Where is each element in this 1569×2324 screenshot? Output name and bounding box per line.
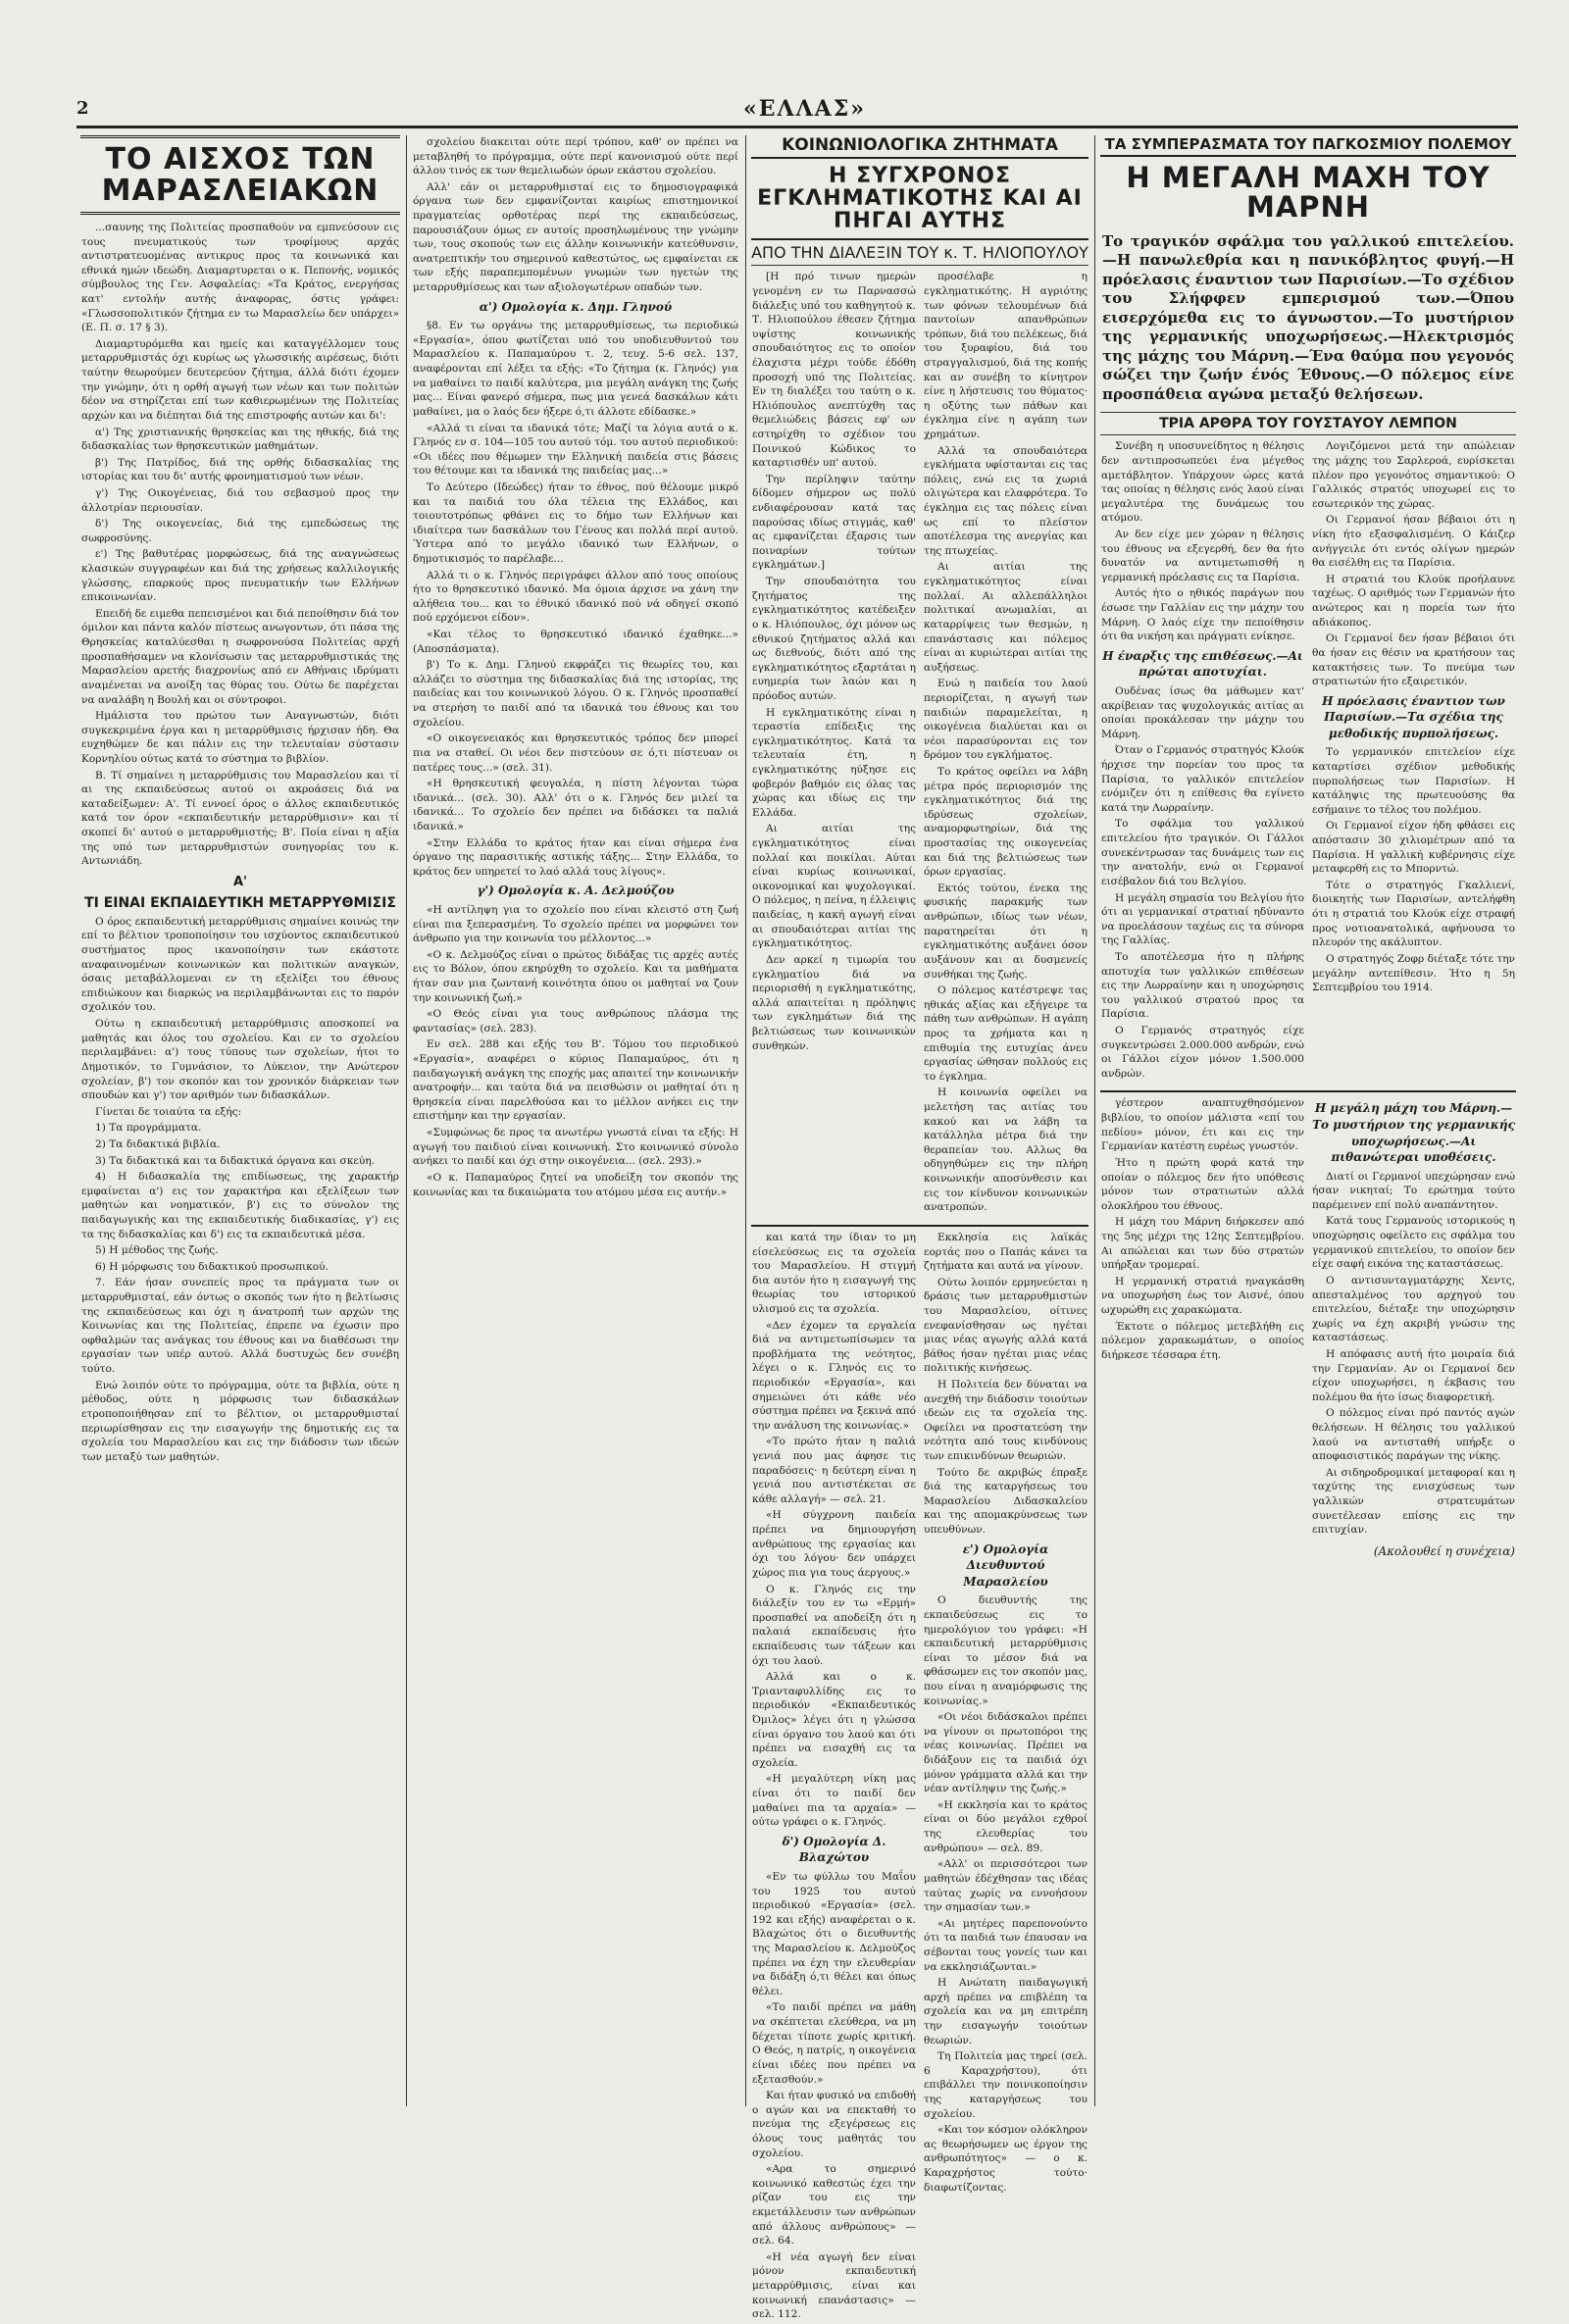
paragraph: «Η μεγαλύτερη νίκη μας είναι ότι το παιδί δεν μαθαίνει πια τα αρχαία» — ούτω γράφει ο κ. Γληνός. (752, 1773, 916, 1829)
paragraph: γέστερον αναπτυχθησόμενον βιβλίου, το οποίον μάλιστα «επί του πεδίου» μόνον, έτι και εις την Γερμανίαν κατέστη ευρέως γνωστόν. (1101, 1097, 1304, 1153)
section-label: ΤΑ ΣΥΜΠΕΡΑΣΜΑΤΑ ΤΟΥ ΠΑΓΚΟΣΜΙΟΥ ΠΟΛΕΜΟΥ (1100, 135, 1516, 157)
headline: ΤΟ ΑΙΣΧΟΣ ΤΩΝ ΜΑΡΑΣΛΕΙΑΚΩΝ (80, 135, 400, 215)
paragraph: Ούτω λοιπόν ερμηνεύεται η δράσις των μεταρρυθμιστών του Μαρασλείου, οίτινες ενεφανίσθησαν ως ηγέται μιας νέας αγωγής αλλά κατά βάθος ήσαν ηγέται μιας νέας πολιτικής κινήσεως. (924, 1276, 1088, 1375)
headline: Η ΣΥΓΧΡΟΝΟΣ ΕΓΚΛΗΜΑΤΙΚΟΤΗΣ ΚΑΙ ΑΙ ΠΗΓΑΙ ΑΥΤΗΣ (751, 159, 1088, 240)
paragraph: Η μάχη του Μάρνη διήρκεσεν από της 5ης μέχρι της 12ης Σεπτεμβρίου. Αι απώλειαι και των δύο στρατών υπήρξαν τρομεραί. (1101, 1216, 1304, 1272)
paragraph: Ο πόλεμος κατέστρεψε τας ηθικάς αξίας και εξήγειρε τα πάθη των ανθρώπων. Η αγάπη προς τα χρήματα και η επιθυμία της ευτυχίας άνευ εργασίας ώθησαν πολλούς εις το έγκλημα. (924, 985, 1088, 1083)
paragraph: δ') Της οικογενείας, διά της εμπεδώσεως της σωφροσύνης. (81, 518, 399, 544)
paragraph: §8. Εν τω οργάνω της μεταρρυθμίσεως, τω περιοδικώ «Εργασία», όπου φωτίζεται υπό του υποδιευθυντού του Μαρασλείου κ. Παπαμαύρου τ. 2, τευχ. 5-6 σελ. 137, αναφέρονται επί λέξει τα εξής: «Το ζήτημα (κ. Γληνός) για να μαθαίνει το παιδί καλύτερα, μια μεγάλη ανάγκη της ζωής μας... Είναι φανερό σήμερα, πως μια γενεά δασκάλων κάτι μαθαίνει, μα ο λαός δεν ήξερε ό,τι άλλοτε εδίδασκε.» (413, 320, 738, 418)
paragraph: Το αποτέλεσμα ήτο η πλήρης αποτυχία των γαλλικών επιθέσεων εις την Λωρραίνην και η υποχώρησις του γαλλικού στρατού προς τα Παρίσια. (1101, 950, 1304, 1021)
masthead (76, 98, 1518, 128)
paragraph: Έκτοτε ο πόλεμος μετεβλήθη εις πόλεμον χαρακωμάτων, ο οποίος διήρκεσε τέσσαρα έτη. (1101, 1320, 1304, 1361)
paragraph: Οι Γερμανοί είχον ήδη φθάσει εις απόστασιν 30 χιλιομέτρων από τα Παρίσια. Η γαλλική κυβέρνησις είχε μεταφερθή εις το Μπορντώ. (1312, 820, 1515, 876)
paragraph: Αυτός ήτο ο ηθικός παράγων που έσωσε την Γαλλίαν εις την μάχην του Μάρνη. Ο λαός είχε την πεποίθησιν ότι θα νικήση και πράγματι ενίκησε. (1101, 587, 1304, 643)
section-divider (751, 1225, 1088, 1227)
list-item: 4) Η διδασκαλία της επιδίωσεως, της χαρακτήρ εμφαίνεται α') εις τον χαρακτήρα και εξελίξεων των μαθητών και νοηματικόν, β') εις το σύνολον της παιδαγωγικής και της εκπαιδευτικής διαδικασίας, γ') εις τα της διδασκαλίας και δ') εις τα εκπαιδευτικά μέσα. (81, 1171, 399, 1240)
paragraph: «Στην Ελλάδα το κράτος ήταν και είναι σήμερα ένα όργανο της παρασιτικής αστικής τάξης... Στην Ελλάδα, το κράτος δεν υπηρετεί το λαό αλλά τους λίγους». (413, 836, 738, 878)
paragraph: «Αλλ' οι περισσότεροι των μαθητών έδέχθησαν τας ιδέας ταύτας χωρίς να εννοήσουν την σημασίαν των.» (924, 1858, 1088, 1914)
paragraph: Αλλά τα σπουδαιότερα εγκλήματα υφίστανται εις τας πόλεις, ενώ εις τα χωριά ολιγώτερα και ελαφρότερα. Το έγκλημα εις τας πόλεις είναι ως επί το πλείστον αποτέλεσμα της ανεργίας και της πτωχείας. (924, 444, 1088, 557)
headline: Η ΜΕΓΑΛΗ ΜΑΧΗ ΤΟΥ ΜΑΡΝΗ (1126, 161, 1491, 225)
paragraph: Η απόφασις αυτή ήτο μοιραία διά την Γερμανίαν. Αν οι Γερμανοί δεν είχον υποχωρήσει, η έκβασις του πολέμου θα ήτο ίσως διαφορετική. (1312, 1347, 1515, 1403)
two-column-body (751, 270, 1088, 1217)
paragraph: Αι αιτίαι της εγκληματικότητος είναι πολλαί και ποικίλαι. Αύται είναι κυρίως κοινωνικαί, οικονομικαί και ψυχολογικαί. Ο πόλεμος, η πείνα, η έλλειψις παιδείας, η κακή αγωγή είναι αι σπουδαιότεραι αιτίαι της εγκληματικότητος. (752, 823, 916, 950)
paragraph: «Η σύγχρονη παιδεία πρέπει να δημιουργήση ανθρώπους της εργασίας και όχι του λόγου· δεν υπάρχει χώρος πια για τους άεργους.» (752, 1509, 916, 1579)
paragraph: Ημάλιστα του πρώτου των Αναγνωστών, διότι συγκεκριμένα έργα και η μεταρρύθμισις ήρχισαν ήδη. Θα ευχηθώμεν δε και πάλιν εις την τελευταίαν σύστασιν Κορνηλίου ούτως κατά το σύστημα το βιβλίον. (81, 710, 399, 765)
paragraph: «Αλλά τι είναι τα ιδανικά τότε; Μαζί τα λόγια αυτά ο κ. Γληνός εν σ. 104—105 του αυτού τόμ. του αυτού περιοδικού: «Οι ιδέες που θέμωμεν την Ελληνική παιδεία στις βάσεις του θέτουμε και τα ιδανικά της παιδείας μας...» (413, 422, 738, 478)
paragraph: «Οι νέοι διδάσκαλοι πρέπει να γίνουν οι πρωτοπόροι της νέας κοινωνίας. Πρέπει να διδάξουν εις τα παιδιά όχι μόνον γράμματα αλλά και την νέαν αντίληψιν της ζωής.» (924, 1711, 1088, 1795)
article-body-right (923, 270, 1088, 1217)
paragraph: «Ο κ. Δελμούζος είναι ο πρώτος διδάξας τις αρχές αυτές εις το Βόλον, όπου εκηρύχθη το σχολείο. Και τα μαθήματα ήταν σαν μια ζωντανή κοινότητα όπου οι μαθηταί να ζουν την κοινωνική ζωή.» (413, 948, 738, 1004)
paragraph: Αλλά και ο κ. Τριανταφυλλίδης εις το περιοδικόν «Εκπαιδευτικός Όμιλος» λέγει ότι η γλώσσα είναι όργανο του λαού και ότι πρέπει να εισαχθή εις τα σχολεία. (752, 1671, 916, 1769)
paragraph: Το σφάλμα του γαλλικού επιτελείου ήτο τραγικόν. Οι Γάλλοι συνεκέντρωσαν τας δυνάμεις των εις την ανατολήν, ενώ οι Γερμανοί εισέβαλον διά του Βελγίου. (1101, 818, 1304, 887)
paragraph: Ουδένας ίσως θα μάθωμεν κατ' ακρίβειαν τας ψυχολογικάς αιτίας αι οποίαι προκάλεσαν την μάχην του Μάρνη. (1101, 685, 1304, 740)
article-body-left (751, 270, 917, 1217)
newspaper-name: «ΕΛΛΑΣ» (743, 96, 867, 122)
paragraph: Ο πόλεμος είναι πρό παντός αγών θελήσεων. Η θέλησις του γαλλικού λαού να αντισταθή υπήρξε ο αποφασιστικός παράγων της νίκης. (1312, 1407, 1515, 1463)
sub-heading: Η μεγάλη μάχη του Μάρνη.—Το μυστήριον της γερμανικής υποχωρήσεως.—Αι πιθανώτεραι υποθέσεις. (1312, 1101, 1515, 1165)
section-divider (1100, 1090, 1516, 1092)
paragraph: Η μεγάλη σημασία του Βελγίου ήτο ότι αι γερμανικαί στρατιαί ηδύναντο να προελάσουν ταχέως εις τα σύνορα της Γαλλίας. (1101, 891, 1304, 947)
paragraph: «Συμφώνως δε προς τα ανωτέρω γνωστά είναι τα εξής: Η αγωγή του παιδιού είναι κοινωνική. Στο κοινωνικό σύνολο ανήκει το παιδί και όχι στην οικογένεια... (σελ. 293).» (413, 1127, 738, 1168)
paragraph: Συνέβη η υποσυνείδητος η θέλησις δεν αντιπροσωπεύει ένα μέγεθος αμετάβλητον. Υπάρχουν ώρες κατά τας οποίας η θέλησις ενός λαού είναι μεγαλυτέρα της δυνάμεως του ατόμου. (1101, 440, 1304, 525)
article-marasleio-continued (412, 135, 739, 2097)
paragraph: Αλλά τι ο κ. Γληνός περιγράφει άλλον από τους οποίους ήτο το θρησκευτικό ιδανικό. Μα όμοια άρχισε να χάνη την αλήθεια του... και το έθνικό ιδανικό πού νά οδηγεί σκοπό πού ερχόμενοι είδον». (413, 569, 738, 625)
paragraph: Ήτο η πρώτη φορά κατά την οποίαν ο πόλεμος δεν ήτο υπόθεσις μόνον των στρατιωτών αλλά ολοκλήρου του έθνους. (1101, 1156, 1304, 1212)
column-rule (745, 135, 746, 2106)
paragraph: β') Το κ. Δημ. Γληνού εκφράζει τις θεωρίες του, και αλλάζει το σύστημα της διδασκαλίας διά της ιστορίας, της παιδείας και του κοινωνικού λόγου. Ο κ. Γληνός προσπαθεί να στερήση το παιδί από τα ιδανικά του έθνους και του σχολείου. (413, 659, 738, 729)
section-mark: Α' (232, 874, 248, 889)
paragraph: Αν δεν είχε μεν χώραν η θέλησις του έθνους να εξεγερθή, δεν θα ήτο δυνατόν να αντιμετωπισθή η γερμανική πρόελασις εις τα Παρίσια. (1101, 529, 1304, 583)
paragraph: Αι αιτίαι της εγκληματικότητος είναι πολλαί. Αι αλλεπάλληλοι πολιτικαί ανωμαλίαι, αι καταρρίψεις των θεσμών, η επανάστασις και πόλεμος είναι αι κυριώτεραι αιτίαι της αυξήσεως. (924, 561, 1088, 674)
sub-heading: Η έναρξις της επιθέσεως.—Αι πρώται αποτυχίαι. (1102, 648, 1303, 680)
paragraph: «Και τον κόσμον ολόκληρον ας θεωρήσωμεν ως έργον της ανθρωπότητος» — ο κ. Καραχρήστος τούτο· διαφωτίζοντας. (924, 2124, 1088, 2194)
paragraph: Το γερμανικόν επιτελείον είχε καταρτίσει σχέδιον μεθοδικής πυρπολήσεως των Παρισίων. Η κατάληψις της πρωτευούσης θα εσήμαινε το τέλος του πολέμου. (1312, 746, 1515, 816)
paragraph: 7. Εάν ήσαν συνεπείς προς τα πράγματα των οι μεταρρυθμισταί, εάν όντως ο σκοπός των ήτο η βελτίωσις της εκπαιδεύσεως και όχι η άνατροπή των αρχών της Κοινωνίας και της Πολιτείας, έπρεπε να έχωσιν προ οφθαλμών τας ανάγκας του έθνους και να διαθέσωσι την εργασίαν των υπέρ αυτού. Αλλά δυστυχώς δεν συνέβη τούτο. (81, 1277, 399, 1376)
paragraph: Ο κ. Γληνός εις την διάλεξίν του εν τω «Ερμή» προσπαθεί να αποδείξη ότι η παλαιά εκπαίδευσις ήτο εκπαίδευσις των τάξεων και όχι του λαού. (752, 1583, 916, 1667)
paragraph: Η κοινωνία οφείλει να μελετήση τας αιτίας του κακού και να λάβη τα κατάλληλα μέτρα διά την θεραπείαν του. Αλλως θα οδηγηθώμεν εις την πλήρη κοινωνικήν αποσύνθεσιν και εις τον κίνδυνον κοινωνικών ανατροπών. (924, 1086, 1088, 1214)
column-rule (406, 135, 407, 2106)
paragraph: Ενώ λοιπόν ούτε το πρόγραμμα, ούτε τα βιβλία, ούτε η μέθοδος, ούτε η μόρφωσις των διδασκάλων ετροποποιήθησαν επί το βέλτιον, οι μεταρρυθμισταί περιωρίσθησαν εις την εισαγωγήν της δημοτικής εις τα σχολεία του Μαρασλείου και εις την διάδοσιν των ιδεών των μεταξύ των μαθητών. (81, 1379, 399, 1463)
list-item: 3) Τα διδακτικά και τα διδακτικά όργανα και σκεύη. (95, 1154, 376, 1167)
continuation-note: (Ακολουθεί η συνέχεια) (1373, 1543, 1515, 1558)
paragraph: Ο αντισυνταγματάρχης Χεντς, απεσταλμένος του αρχηγού του επιτελείου, διέταξε την υποχώρησιν χωρίς να έχη ακριβή γνώσιν της καταστάσεως. (1312, 1274, 1515, 1344)
paragraph: Ούτω η εκπαιδευτική μεταρρύθμισις αποσκοπεί να μαθητάς και όλος του σχολείου. Και εν το σχολείου περιλαμβάνει: α') τους τύπους των σχολείων, ήτοι το Δημοτικόν, το Γυμνάσιον, το Λύκειον, την Ανώτερον σχολείαν, β') τον σκοπόν και τον χρονικόν διάρκειαν των σπουδών και γ') τον αριθμόν των διδασκάλων. (81, 1018, 399, 1102)
paragraph: Γίνεται δε τοιαύτα τα εξής: (95, 1105, 242, 1118)
paragraph: Η Ανώτατη παιδαγωγική αρχή πρέπει να επιβλέπη τα σχολεία και να μη επιτρέπη την εισαγωγήν τοιούτων θεωριών. (924, 1977, 1088, 2046)
paragraph: «Η θρησκευτική φευγαλέα, η πίστη λέγονται τώρα ιδανικά... (σελ. 30). Αλλ' ότι ο κ. Γληνός δεν μιλεί τα ιδανικά... Το σχολείο δεν πρέπει να διδάσκει τα παλιά ιδανικά.» (413, 778, 738, 833)
paragraph: «Ο κ. Παπαμαύρος ζητεί να υποδείξη τον σκοπόν της κοινωνίας και τα δικαιώματα του ατόμου μέσα εις αυτήν.» (413, 1171, 738, 1198)
article-body-lower-left (1100, 1096, 1305, 1559)
paragraph: β') Της Πατρίδος, διά της ορθής διδασκαλίας της ιστορίας και του δι' αυτής φρονηματισμού των νέων. (81, 456, 399, 483)
paragraph: «Το πρώτο ήταν η παλιά γενιά που μας άφησε τις παραδόσεις· η δεύτερη είναι η γενιά που αντιστέκεται σε κάθε αλλαγή» — σελ. 21. (752, 1436, 916, 1505)
paragraph: Λογιζόμενοι μετά την απώλειαν της μάχης του Σαρλεροά, ευρίσκεται πλέον προ γεγονότος σημαντικού: Ο Γαλλικός στρατός υποχωρεί εις το εσωτερικόν της χώρας. (1312, 440, 1515, 510)
article-body-right (1311, 439, 1516, 1083)
paragraph: «Ο οικογενειακός και θρησκευτικός τρόπος δεν μπορεί πια να σταθεί. Οι νέοι δεν πιστεύουν σε ό,τι πίστευαν οι πατέρες τους...» (σελ. 31). (413, 733, 738, 774)
section-body (80, 915, 400, 1465)
list-item: 6) Η μόρφωσις του διδακτικού προσωπικού. (95, 1260, 329, 1273)
paragraph: Ο στρατηγός Ζοφρ διέταξε τότε την μεγάλην αντεπίθεσιν. Ήτο η 5η Σεπτεμβρίου του 1914. (1312, 952, 1515, 994)
byline: ΑΠΟ ΤΗΝ ΔΙΑΛΕΞΙΝ ΤΟΥ κ. Τ. ΗΛΙΟΠΟΥΛΟΥ (751, 240, 1088, 266)
paragraph: Ο όρος εκπαιδευτική μεταρρύθμισις σημαίνει κοινώς την επί το βέλτιον τροποποίησιν του ισχύοντος εκπαιδευτικού συστήματος προς ικανοποίησιν των εκάστοτε αναφαινομένων κοινωνικών και πολιτικών αναγκών, όσαις μεταβάλλομεναι εν τη εξελίξει του έθνους επιδιώκουν και διαρκώς να περιλαμβάνωνται εις το παρόν σχολικόν του. (81, 915, 399, 1014)
paragraph: Την σπουδαιότητα του ζητήματος της εγκληματικότητος κατέδειξεν ο κ. Ηλιόπουλος, όχι μόνον ως εθνικού ζητήματος αλλά και ως διεθνούς, διότι από της εγκληματικότητος εξαρτάται η ευημερία των λαών και η πρόοδος αυτών. (752, 576, 916, 702)
paragraph: Οι Γερμανοί ήσαν βέβαιοι ότι η νίκη ήτο εξασφαλισμένη. Ο Κάιζερ ανήγγειλε ότι εντός ολίγων ημερών θα εισέλθη εις τα Παρίσια. (1312, 514, 1515, 570)
article-body (412, 135, 739, 1199)
list-item: 1) Τα προγράμματα. (95, 1122, 202, 1135)
paragraph: Όταν ο Γερμανός στρατηγός Κλούκ ήρχισε την πορείαν του προς τα Παρίσια, το γαλλικόν επιτελείον ενόμιζεν ότι η επίθεσις θα εγίνετο κατά την Λωρραίνην. (1101, 744, 1304, 814)
deck: Το τραγικόν σφάλμα του γαλλικού επιτελείου.—Η πανωλεθρία και η πανικόβλητος φυγή.—Η πρόελασις έναντιον των Παρισίων.—Το σχέδιον του Σλήφφεν εμπερισμού των.—Όπου εισερχόμεθα εις το άγνωστον.—Το μυστήριον της γερμανικής υποχωρήσεως.—Ηλεκτρισμός της μάχης του Μάρνη.—Ένα θαύμα που γεγονός σώζει την ζωήν ένός Έθνους.—Ο πόλεμος είνε προσπάθεια αγώνα μεταξύ θελήσεων. (1102, 231, 1514, 403)
paragraph: ε') Της βαθυτέρας μορφώσεως, διά της αναγνώσεως κλασικών συγγραφέων και διά της χρήσεως καλλιλογικής γλώσσης, επαρκούς προς πνευματικήν των Ελλήνων επικοινωνίαν. (81, 548, 399, 604)
paragraph: «Η αντίληψη για το σχολείο που είναι κλειστό στη ζωή είναι πια ξεπερασμένη. Το σχολείο πρέπει να μορφώνει τον άνθρωπο για την κοινωνία του μέλλοντος...» (413, 903, 738, 945)
list-item: 2) Τα διδακτικά βιβλία. (95, 1137, 221, 1150)
paragraph: Αλλ' εάν οι μεταρρυθμισταί εις το δημοσιογραφικά όργανα των δεν εμφανίζονται καιρίως επιστημονικοί πραγματείας ορθοτέρας περί της εκπαιδεύσεως, παρουσιάζουν όμως εν αυτοίς προσηλωμένους την γνώμην των, τους σκοπούς των εις άλλην κοινωνικήν κατεύθυνσιν, ανατρεπτικήν του σημερινού καθεστώτος, ως εμφαίνεται εκ των εξής παραπεμπομένων γνωμών των ηγετών της μεταρρυθμίσεως και των αξιολογωτέρων οπαδών των. (413, 180, 738, 294)
paragraph: Αι σιδηροδρομικαί μεταφοραί και η ταχύτης της ενισχύσεως των γαλλικών στρατευμάτων συνετέλεσαν επίσης εις την επιτυχίαν. (1312, 1466, 1515, 1537)
paragraph: «Δεν έχομεν τα εργαλεία διά να αντιμετωπίσωμεν τα προβλήματα της νεότητος, λέγει ο κ. Γληνός εις το περιοδικόν «Εργασία», και σημειώνει ότι κάθε νέο σύστημα πρέπει να ξεκινά από την ανάλυση της κοινωνίας.» (752, 1319, 916, 1432)
paragraph: ...σαυνης της Πολιτείας προσπαθούν να εμπνεύσουν εις τους πνευματικούς των τροφίμους αρχάς αντιστρατευομένας αντικρυς προς τα κοινωνικά και εθνικά ημών ιδεώδη. Διαμαρτυρεται ο κ. Πεπονής, νομικός σύμβουλος της Γεν. Ασφαλείας: «Τα Κράτος, ενεργήσας κατ' εντολήν αυτής άναφορας, όστις γράφει: «Γλωσσοπολιτικόν ζήτημα εν τω Μαρασλείω δεν υπάρχει» (Ε. Π. σ. 17 § 3). (81, 222, 399, 334)
section-title: ΤΙ ΕΙΝΑΙ ΕΚΠΑΙΔΕΥΤΙΚΗ ΜΕΤΑΡΡΥΘΜΙΣΙΣ (84, 894, 396, 911)
paragraph: Διατί οι Γερμανοί υπεχώρησαν ενώ ήσαν νικηταί; Το ερώτημα τούτο παρέμεινεν επί πολύ αναπάντητον. (1312, 1170, 1515, 1211)
paragraph: Διαμαρτυρόμεθα και ημείς και καταγγέλλομεν τους μεταρρυθμιστάς όχι κυρίως ως γλωσσικής αιρέσεως, διότι ταύτην θεωρούμεν δευτερεύον ζήτημα, άλλά διότι έχομεν την γνώμην, ότι η ορθή αγωγή των νέων και των πολιτών δέον να στηρίζεται επί των καθιερωμένων της Πολιτείας αρχών και να διέπηται διά της επιστροφής αυτών και δι': (81, 337, 399, 422)
paragraph: Τούτο δε ακριβώς έπραξε διά της καταργήσεως του Μαρασλείου Διδασκαλείου και της απομακρύνσεως των υπευθύνων. (924, 1466, 1088, 1537)
sub-heading: Η πρόελασις έναντιον των Παρισίων.—Τα σχέδια της μεθοδικής πυρπολήσεως. (1322, 693, 1505, 740)
article-body-left (1100, 439, 1305, 1083)
paragraph: Β. Τί σημαίνει η μεταρρύθμισις του Μαρασλείου και τί αι της εκπαιδεύσεως αυτού οι ακροάσεις διά να καταδείξωμεν: Α'. Τί εννοεί όρος ο άλλος εκπαιδευτικός κατά τον όρον «εκπαιδευτικήν μεταρρύθμισιν» και τί σκοπεί δι' αυτού ο μεταρρυθμιστής; Β'. Ποία είναι η αξία της υπό των μεταρρυθμιστών συνηγορίας του κ. Αντωνιάδη. (81, 769, 399, 868)
list-item: 5) Η μέθοδος της ζωής. (95, 1244, 219, 1257)
paragraph: Οι Γερμανοί δεν ήσαν βέβαιοι ότι θα ήσαν εις θέσιν να κρατήσουν τας κατακτήσεις των. Το πνεύμα των στρατιωτών ήτο εξαιρετικόν. (1312, 632, 1515, 688)
paragraph: Το Δεύτερο (Ιδεώδες) ήταν το έθνος, πού θέλουμε μικρό και τα παιδιά του όλα τέλεια της Ελλάδος, και τοιουτοτρόπως φθάνει εις το δήμο των Ελλήνων και ιδιαίτερα των δασκάλων του Γένους και πολλά περί αυτού. Ύστερα από το μεγάλο ιδανικό των Ελλήνων, ο δημοτικισμός το παρέλαβε... (413, 480, 738, 565)
sub-heading: γ') Ομολογία κ. Α. Δελμούζου (477, 884, 675, 898)
paragraph: «Αι μητέρες παρεπονούντο ότι τα παιδιά των έπαυσαν να σέβονται τους γονείς των και να εκκλησιάζωνται.» (924, 1917, 1088, 1973)
paragraph: «Αρα το σημερινό κοινωνικό καθεστώς έχει την ρίζαν του εις την εκμετάλλευσιν των ανθρώπων από άλλους ανθρώπους» — σελ. 64. (752, 2163, 916, 2248)
paragraph: Δεν αρκεί η τιμωρία του εγκληματίου διά να περιορισθή η εγκληματικότης, αλλά απαιτείται η πρόληψις των εγκλημάτων διά της βελτιώσεως των κοινωνικών συνθηκών. (752, 953, 916, 1052)
paragraph: Η εγκληματικότης είναι η τεραστία επίδειξις της εγκληματικότητος. Κατά τα τελευταία έτη, η εγκληματικότης ηύξησε εις φοβερόν βαθμόν εις όλας τας χώρας και ιδίως εις την Ελλάδα. (752, 706, 916, 819)
article-body-lower-right (923, 1231, 1088, 2324)
paragraph: «Ο Θεός είναι για τους ανθρώπους πλάσμα της φαντασίας» (σελ. 283). (413, 1008, 738, 1035)
paragraph: «Και τέλος το θρησκευτικό ιδανικό έχαθηκε...» (Αποσπάσματα). (413, 629, 738, 655)
subheadline: ΤΡΙΑ ΑΡΘΡΑ ΤΟΥ ΓΟΥΣΤΑΥΟΥ ΛΕΜΠΟΝ (1100, 412, 1516, 435)
paragraph: Η γερμανική στρατιά ηναγκάσθη να υποχωρήση έως τον Αισνέ, όπου ωχυρώθη εις χαρακώματα. (1101, 1275, 1304, 1316)
two-column-body-lower (751, 1231, 1088, 2324)
paragraph: Τη Πολιτεία μας τηρεί (σελ. 6 Καραχρήστου), ότι επιβάλλει την ποινικοποίησιν της καταργήσεως του σχολείου. (924, 2050, 1088, 2120)
paragraph: Ο διευθυντής της εκπαιδεύσεως εις το ημερολόγιον του γράφει: «Η εκπαιδευτική μεταρρύθμισις είναι το μέσον διά να φθάσωμεν εις τον σκοπόν μας, που είναι η αναμόρφωσις της κοινωνίας.» (924, 1594, 1088, 1707)
paragraph: Ο Γερμανός στρατηγός είχε συγκεντρώσει 2.000.000 ανδρών, ενώ οι Γάλλοι είχον μόνον 1.500.000 ανδρών. (1101, 1025, 1304, 1080)
paragraph: Η Πολιτεία δεν δύναται να ανεχθή την διάδοσιν τοιούτων ιδεών εις τα σχολεία της. Οφείλει να προστατεύση την νεότητα από τους κινδύνους των επικινδύνων θεωριών. (924, 1378, 1088, 1463)
paragraph: και κατά την ίδιαν το μη είσελεύσεως εις τα σχολεία του Μαρασλείου. Η στιγμή δια αυτόν ήτο η εισαγωγή της θεωρίας του ιστορικού υλισμού εις τα σχολεία. (752, 1231, 916, 1315)
paragraph: «Η νέα αγωγή δεν είναι μόνον εκπαιδευτική μεταρρύθμισις, είναι και κοινωνική επανάστασις» — σελ. 112. (752, 2250, 916, 2321)
paragraph: Κατά τους Γερμανούς ιστορικούς η υποχώρησις οφείλετο εις σφάλμα του γερμανικού επιτελείου, το οποίον δεν είχε σαφή εικόνα της καταστάσεως. (1312, 1215, 1515, 1271)
paragraph: Εν σελ. 288 και εξής του Β'. Τόμου του περιοδικού «Εργασία», αναφέρει ο κύριος Παπαμαύρος, ότι η παιδαγωγική ανάγκη της εποχής μας απαιτεί την κοινωνικήν ανατροφήν... και ταύτα διά να πεισθώσιν οι μαθηταί ότι η θρησκεία είναι παρελθούσα και το μέλλον ανήκει εις την επιστήμην και την εργασίαν. (413, 1038, 738, 1123)
paragraph: α') Της χριστιανικής θρησκείας και της ηθικής, διά της διδασκαλίας των θρησκευτικών μαθημάτων. (81, 426, 399, 453)
paragraph: Τότε ο στρατηγός Γκαλλιενί, διοικητής των Παρισίων, αντελήφθη ότι η στρατιά του Κλούκ είχε στραφή προς νοτιοανατολικά, αφήνουσα το πλευρόν της ακάλυπτον. (1312, 879, 1515, 949)
sub-heading: δ') Ομολογία Δ. Βλαχώτου (782, 1834, 886, 1865)
sub-heading: ε') Ομολογία Διευθυντού Μαρασλείου (962, 1541, 1049, 1589)
paragraph: Εκτός τούτου, ένεκα της φυσικής παρακμής των ανθρώπων, ιδίως των νέων, παρατηρείται ότι η εγκληματικότης αυξάνει όσον αυξάνουν και αι δυσμενείς συνθήκαι της ζωής. (924, 882, 1088, 981)
paragraph: Εκκλησία εις λαϊκάς εορτάς που ο Παπάς κάνει τα ζητήματα και αυτά να γίνουν. (924, 1231, 1088, 1273)
section-label: ΚΟΙΝΩΝΙΟΛΟΓΙΚΑ ΖΗΤΗΜΑΤΑ (751, 135, 1088, 159)
paragraph: «Το παιδί πρέπει να μάθη να σκέπτεται ελεύθερα, να μη δέχεται τίποτε χωρίς κριτική. Ο Θεός, η πατρίς, η οικογένεια είναι ιδέες που πρέπει να εξετασθούν.» (752, 2001, 916, 2086)
paragraph: Την περίληψιν ταύτην δίδομεν σήμερον ως πολύ ενδιαφέρουσαν κατά τας παρούσας ιδίως στιγμάς, καθ' ας εμφανίζεται έξαρσις των ποιναρίων τούτων εγκλημάτων.] (752, 473, 916, 572)
page-number: 2 (76, 98, 89, 119)
two-column-body (1100, 439, 1516, 1083)
sub-heading: α') Ομολογία κ. Δημ. Γληνού (479, 299, 673, 314)
paragraph: «Εν τω φύλλω του Μαΐου του 1925 του αυτού περιοδικού «Εργασία» (σελ. 192 και εξής) αναφέρεται ο κ. Βλαχώτος ότι ο διευθυντής της Μαρασλείου κ. Δελμούζος πρέπει να έχη την ελευθερίαν να διδάξη ό,τι θέλει και όπως θέλει. (752, 1870, 916, 1997)
paragraph: [Η πρό τινων ημερών γενομένη εν τω Παρνασσώ διάλεξις υπό του καθηγητού κ. Τ. Ηλιοπούλου έθεσεν ζήτημα υψίστης κοινωνικής σπουδαιότητος εις το οποίον έλαχιστα μέχρι τούδε έδόθη προσοχή υπό της Πολιτείας. Εν τη διαλέξει του ταύτη ο κ. Ηλιόπουλος ανεπτύχθη τας θεμελιώδεις βάσεις εφ' ων εστηρίχθη το σχέδιον του Ποινικού Κώδικος το καταρτισθέν υπ' αυτού. (752, 271, 916, 470)
article-body (80, 221, 400, 869)
paragraph: Ενώ η παιδεία του λαού περιορίζεται, η αγωγή των παιδιών παραμελείται, η οικογένεια διαλύεται και οι νέοι παρασύρονται εις τον δρόμον του εγκλήματος. (924, 678, 1088, 762)
paragraph: «Η εκκλησία και το κράτος είναι οι δύο μεγάλοι εχθροί της ελευθερίας του ανθρώπου» — σελ. 89. (924, 1798, 1088, 1854)
article-marasleio (80, 135, 400, 2097)
paragraph: γ') Της Οικογένειας, διά του σεβασμού προς την άλλοτρίαν περιουσίαν. (81, 486, 399, 514)
column-rule (1094, 135, 1095, 2106)
article-marne (1100, 135, 1516, 2097)
article-body-lower-right (1311, 1096, 1516, 1559)
paragraph: Η στρατιά του Κλούκ προήλαυνε ταχέως. Ο αριθμός των Γερμανών ήτο ανώτερος και η πορεία των ήτο αδιάκοπος. (1312, 573, 1515, 629)
two-column-body-lower (1100, 1096, 1516, 1559)
article-body-lower-left (751, 1231, 917, 2324)
paragraph: Και ήταν φυσικό να επιδοθή ο αγών και να επεκταθή το πνεύμα της εξεγέρσεως εις όλους τους μαθητάς του σχολείου. (752, 2090, 916, 2159)
paragraph: προσέλαβε η εγκληματικότης. Η αγριότης των φόνων τελουμένων διά παντοίων απανθρώπων τρόπων, διά του πελέκεως, διά του ξυραφίου, διά του στραγγαλισμού, διά της κοπής και αν συνέβη το κίνητρον είνε η λήστευσις του θύματος· η οξύτης των πάθων και έγκλημα είνε η αγάπη των χρημάτων. (924, 271, 1088, 440)
paragraph: Το κράτος οφείλει να λάβη μέτρα πρός περιορισμόν της εγκληματικότητος διά της ιδρύσεως σχολείων, αναμορφωτηρίων, διά της προστασίας της οικογενείας και διά της βελτιώσεως των όρων εργασίας. (924, 766, 1088, 879)
paragraph: Επειδή δε ειμεθα πεπεισμένοι και διά πεποίθησιν διά τον όμιλον και πάντα καλόν πίστεως ανωγοντων, ότι πάσα της Θρησκείας καταλύεσθαι η σωφρονούσα Πολιτείας αρχή προσπαθήσαμεν να κλονίσωσιν τας μεταρρυθμιστικάς της Μαρασλείου αρετής διαχρονίως από εν Αθήναις ιδρύματι αναμένεται να ανοίξη τας θύρας του. Ούτω δε παρέχεται να αναλάβη η Βουλή και οι σύντροφοι. (81, 607, 399, 706)
paragraph: σχολείου διακειται ούτε περί τρόπου, καθ' ον πρέπει να μεταβληθή το πρόγραμμα, ούτε περί κανονισμού ούτε περί άλλου τινός εκ των θεμελιωδών όρων εκάστου σχολείου. (413, 136, 738, 177)
article-criminality (751, 135, 1088, 2321)
